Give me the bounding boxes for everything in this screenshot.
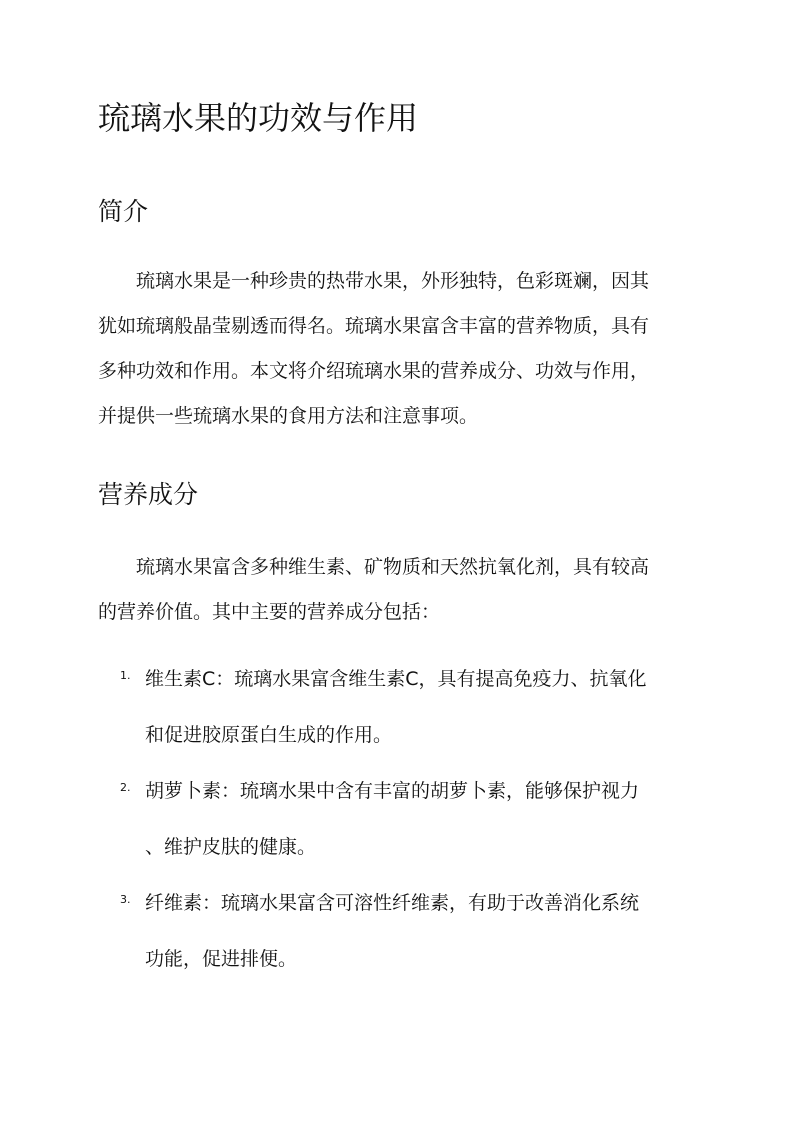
list-item-line: 和促进胶原蛋白生成的作用。 bbox=[145, 724, 393, 746]
list-item-text bbox=[145, 877, 639, 986]
list-item-line: 、维护皮肤的健康。 bbox=[145, 836, 317, 858]
paragraph-line: 犹如琉璃般晶莹剔透而得名。琉璃水果富含丰富的营养物质，具有 bbox=[98, 315, 650, 337]
nutrition-paragraph bbox=[98, 545, 700, 635]
list-item-number: 1. bbox=[120, 669, 131, 682]
intro-paragraph bbox=[98, 259, 700, 439]
list-item-number: 2. bbox=[120, 781, 131, 794]
list-item-text bbox=[145, 765, 639, 874]
paragraph-line: 多种功效和作用。本文将介绍琉璃水果的营养成分、功效与作用， bbox=[98, 360, 650, 382]
paragraph-line: 并提供一些琉璃水果的食用方法和注意事项。 bbox=[98, 405, 479, 427]
section-heading-nutrition: 营养成分 bbox=[98, 480, 199, 509]
paragraph-line: 琉璃水果富含多种维生素、矿物质和天然抗氧化剂，具有较高 bbox=[98, 556, 650, 578]
list-item-number: 3. bbox=[120, 893, 131, 906]
list-item-line: 胡萝卜素：琉璃水果中含有丰富的胡萝卜素，能够保护视力 bbox=[145, 780, 640, 802]
list-item-line: 功能，促进排便。 bbox=[145, 948, 298, 970]
section-heading-intro: 简介 bbox=[98, 197, 149, 226]
list-item-line: 纤维素：琉璃水果富含可溶性纤维素，有助于改善消化系统 bbox=[145, 892, 640, 914]
list-item-text bbox=[145, 653, 647, 762]
document-title: 琉璃水果的功效与作用 bbox=[98, 99, 419, 137]
paragraph-line: 的营养价值。其中主要的营养成分包括： bbox=[98, 601, 441, 623]
paragraph-line: 琉璃水果是一种珍贵的热带水果，外形独特，色彩斑斓，因其 bbox=[98, 270, 650, 292]
list-item-line: 维生素C：琉璃水果富含维生素C，具有提高免疫力、抗氧化 bbox=[145, 668, 647, 690]
